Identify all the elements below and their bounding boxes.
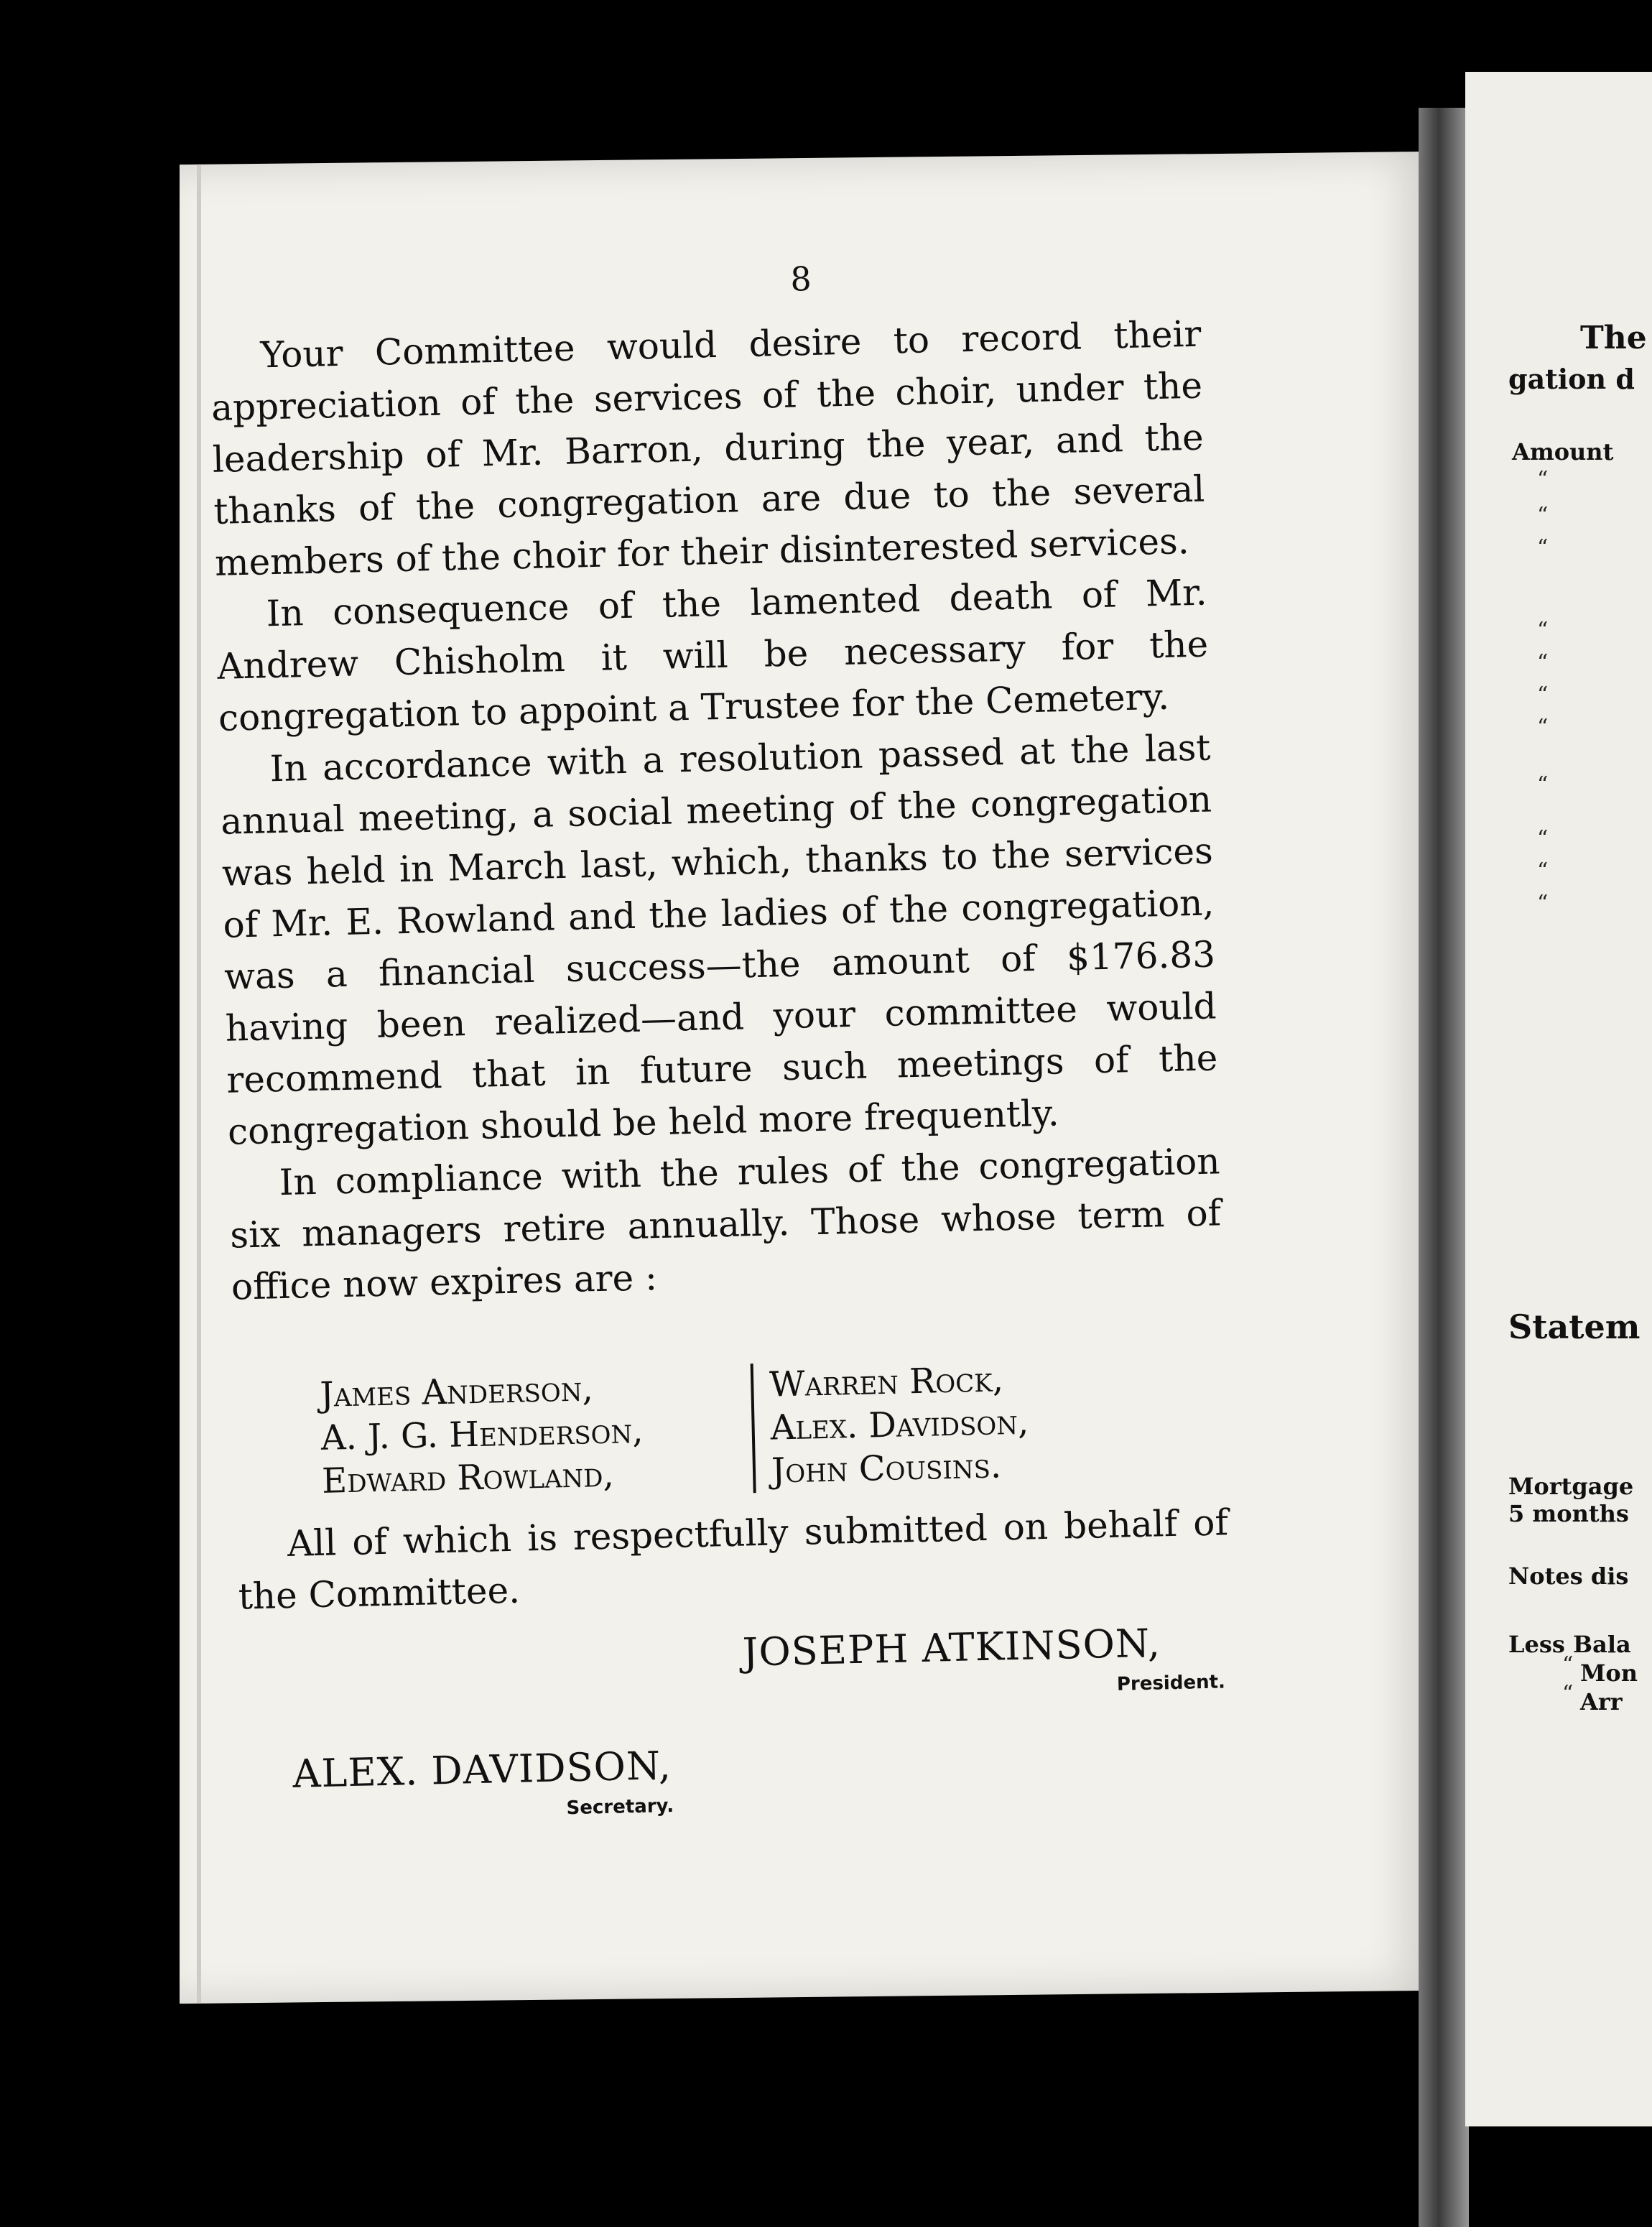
ditto-mark: “: [1537, 891, 1549, 916]
manager-name: James Anderson,: [319, 1369, 594, 1415]
page-number: 8: [789, 259, 812, 299]
manager-name: Warren Rock,: [769, 1359, 1004, 1405]
secretary-title: Secretary.: [566, 1795, 674, 1820]
right-page-word: Mon: [1580, 1659, 1638, 1687]
ditto-mark: “: [1537, 858, 1549, 884]
president-title: President.: [1116, 1671, 1226, 1695]
ditto-mark: “: [1537, 650, 1549, 675]
right-page-word: Arr: [1580, 1688, 1623, 1716]
manager-name: Alex. Davidson,: [770, 1402, 1029, 1448]
manager-name: Edward Rowland,: [321, 1454, 615, 1501]
right-page-word: Amount: [1512, 438, 1614, 466]
paragraph-managers: In compliance with the rules of the congregation six managers retire annually. Those whose term of office now expires are :: [229, 1140, 1222, 1308]
ditto-mark: “: [1537, 826, 1549, 851]
right-page-word: Mortgage: [1508, 1473, 1634, 1500]
right-page-word: Less Bala: [1508, 1631, 1631, 1658]
secretary-signature: ALEX. DAVIDSON,: [292, 1742, 672, 1797]
book-gutter: [1419, 108, 1469, 2227]
right-page-word: gation d: [1508, 363, 1635, 395]
right-page-word: 5 months: [1508, 1500, 1629, 1527]
paragraph-social-meeting: In accordance with a resolution passed at the last annual meeting, a social meeting of the congregation was held in March last, which, thanks to the services of Mr. E. Rowland and the ladies of the congregation, was a financial success—the amount of $176.83 having been realized—and your committee would recommend that in future such meetings of the congregation should be held more frequently.: [220, 726, 1218, 1153]
ditto-mark: “: [1562, 1681, 1574, 1706]
ditto-mark: “: [1537, 503, 1549, 528]
closing-statement: All of which is respectfully submitted on behalf of the Committee.: [238, 1501, 1229, 1618]
ditto-mark: “: [1537, 682, 1549, 708]
ditto-mark: “: [1537, 467, 1549, 492]
right-page-word: Notes dis: [1508, 1562, 1629, 1590]
managers-column-right: [751, 1354, 1174, 1493]
manager-name: John Cousins.: [771, 1445, 1002, 1491]
manager-name: A. J. G. Henderson,: [320, 1410, 644, 1458]
ditto-mark: “: [1537, 618, 1549, 643]
ditto-mark: “: [1562, 1652, 1574, 1677]
ditto-mark: “: [1537, 535, 1549, 560]
ditto-mark: “: [1537, 772, 1549, 797]
president-signature: JOSEPH ATKINSON,: [742, 1620, 1161, 1675]
managers-column-left: [320, 1364, 725, 1503]
ditto-mark: “: [1537, 715, 1549, 740]
right-page-heading: Statem: [1508, 1307, 1641, 1346]
paragraph-choir: Your Committee would desire to record their appreciation of the services of the choir, under the leadership of Mr. Barron, during the year, and the thanks of the congregation are due to the several members of the choir for their disinterested services.: [210, 312, 1205, 584]
right-page-word: The: [1580, 320, 1647, 356]
paragraph-trustee: In consequence of the lamented death of Mr. Andrew Chisholm it will be necessary for the congregation to appoint a Trustee for the Cemetery.: [216, 571, 1209, 739]
